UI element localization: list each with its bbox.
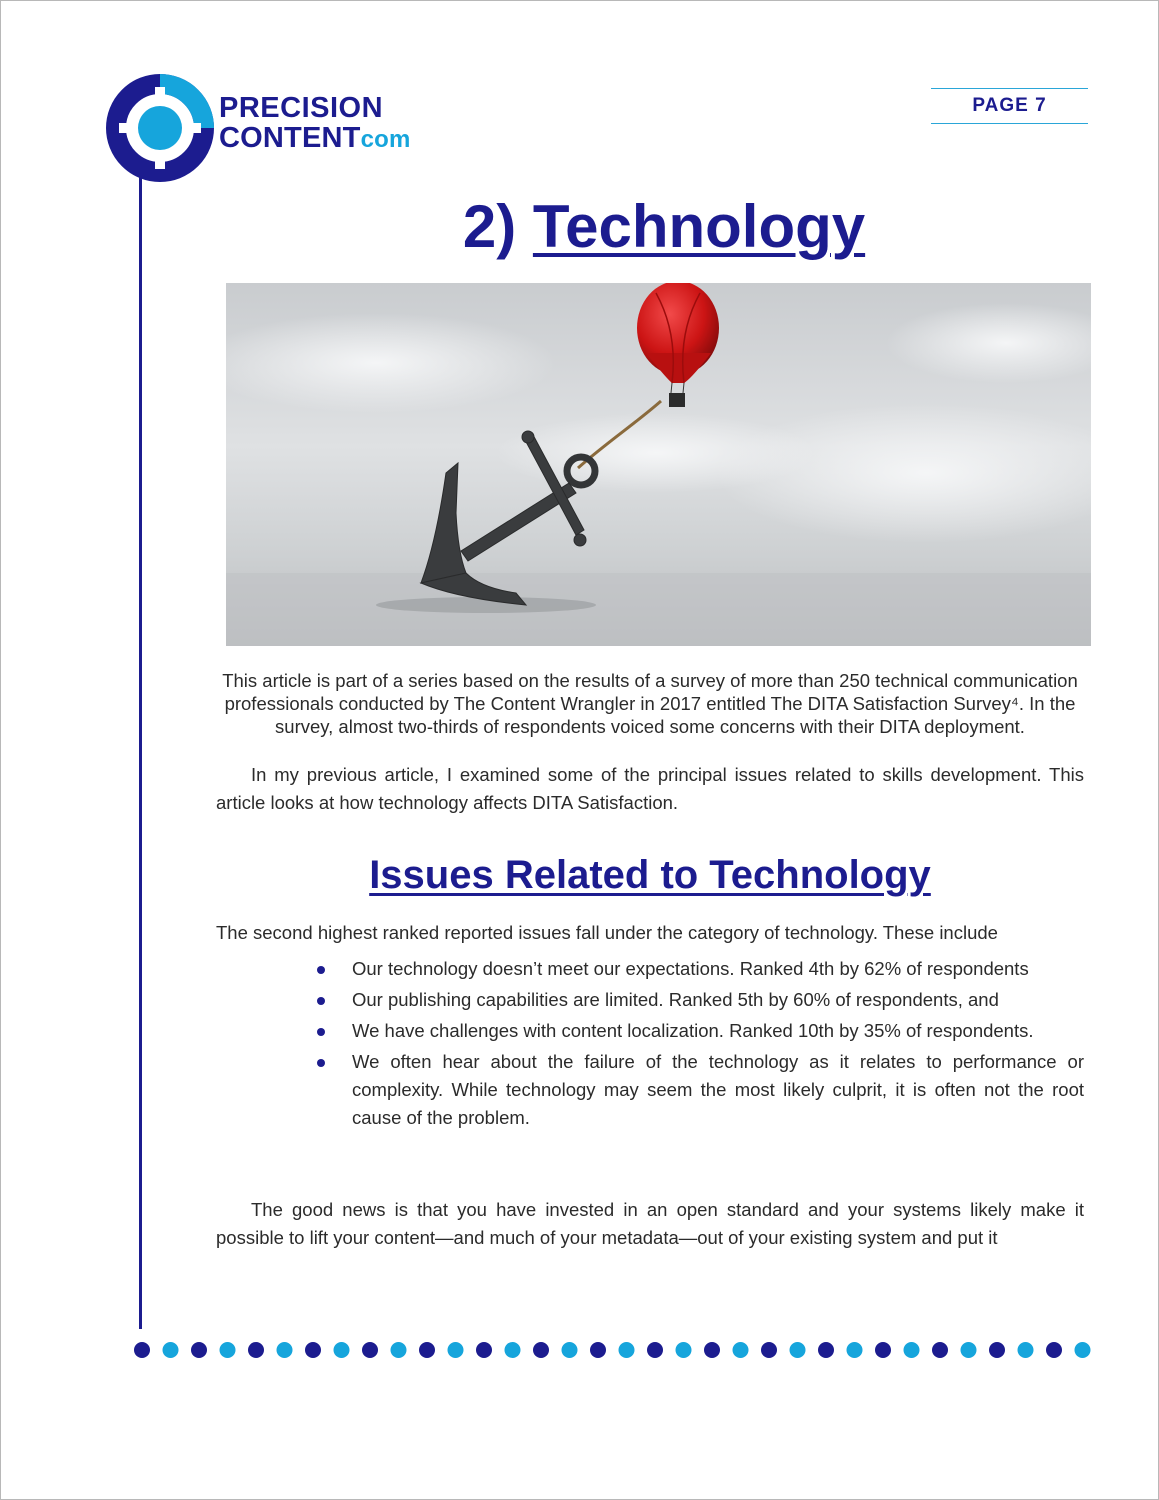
list-item bbox=[317, 955, 1084, 983]
logo-content-word: CONTENT bbox=[219, 122, 361, 154]
page-number: PAGE 7 bbox=[972, 95, 1047, 116]
bullet-dot-icon bbox=[317, 997, 325, 1005]
footer-dot bbox=[904, 1342, 920, 1358]
bullet-dot-icon bbox=[317, 966, 325, 974]
intro-paragraph: This article is part of a series based on the results of a survey of more than 250 technical communication professionals conducted by The Content Wrangler in 2017 entitled The DITA Satisfaction Survey⁴. In the survey, almost two-thirds of respondents voiced some concerns with their DITA deployment. bbox=[222, 670, 1078, 737]
footer-dot bbox=[419, 1342, 435, 1358]
footer-dot bbox=[989, 1342, 1005, 1358]
title-number: 2) bbox=[462, 193, 533, 260]
footer-dot bbox=[875, 1342, 891, 1358]
logo-com-suffix: com bbox=[360, 126, 411, 153]
footer-dot bbox=[562, 1342, 578, 1358]
list-item-text: Our publishing capabilities are limited. Ranked 5th by 60% of respondents, and bbox=[352, 989, 999, 1010]
footer-dot bbox=[1075, 1342, 1091, 1358]
anchor-balloon-photo bbox=[226, 283, 1091, 646]
footer-dot bbox=[305, 1342, 321, 1358]
footer-dot bbox=[362, 1342, 378, 1358]
closing-paragraph: The good news is that you have invested in an open standard and your systems likely make it possible to lift your content—and much of your metadata—out of your existing system and put it bbox=[216, 1199, 1084, 1248]
list-item bbox=[317, 1048, 1084, 1132]
footer-dot bbox=[533, 1342, 549, 1358]
footer-dot bbox=[248, 1342, 264, 1358]
page-title bbox=[201, 191, 1127, 263]
footer-dot bbox=[704, 1342, 720, 1358]
previous-article-paragraph: In my previous article, I examined some of the principal issues related to skills development. This article looks at how technology affects DITA Satisfaction. bbox=[216, 764, 1084, 813]
footer-dot bbox=[818, 1342, 834, 1358]
footer-dot bbox=[590, 1342, 606, 1358]
footer-dot bbox=[476, 1342, 492, 1358]
logo-wordmark bbox=[219, 93, 411, 155]
footer-dot bbox=[1018, 1342, 1034, 1358]
footer-dot bbox=[334, 1342, 350, 1358]
footer-dot bbox=[191, 1342, 207, 1358]
dotted-footer-rule bbox=[132, 1340, 1092, 1360]
footer-dot bbox=[676, 1342, 692, 1358]
footer-dot bbox=[505, 1342, 521, 1358]
footer-dot bbox=[163, 1342, 179, 1358]
footer-dot bbox=[277, 1342, 293, 1358]
list-item-text: Our technology doesn’t meet our expectations. Ranked 4th by 62% of respondents bbox=[352, 958, 1029, 979]
footer-dot bbox=[1046, 1342, 1062, 1358]
footer-dot bbox=[847, 1342, 863, 1358]
logo-line-2 bbox=[219, 123, 411, 155]
section-heading: Issues Related to Technology bbox=[369, 853, 931, 897]
footer-dot bbox=[790, 1342, 806, 1358]
list-item-text: We often hear about the failure of the technology as it relates to performance or complexity. While technology may seem the most likely culprit, it is often not the root cause of the problem. bbox=[352, 1051, 1084, 1128]
bullet-dot-icon bbox=[317, 1059, 325, 1067]
issues-list bbox=[317, 955, 1084, 1135]
footer-dot bbox=[619, 1342, 635, 1358]
footer-dot bbox=[961, 1342, 977, 1358]
list-item bbox=[317, 1017, 1084, 1045]
footer-dot bbox=[733, 1342, 749, 1358]
list-item bbox=[317, 986, 1084, 1014]
list-item-text: We have challenges with content localization. Ranked 10th by 35% of respondents. bbox=[352, 1020, 1034, 1041]
footer-dot bbox=[647, 1342, 663, 1358]
footer-dot bbox=[134, 1342, 150, 1358]
vertical-rule bbox=[139, 171, 142, 1329]
page-number-box bbox=[931, 88, 1088, 124]
footer-dot bbox=[761, 1342, 777, 1358]
precision-content-logo-icon bbox=[105, 73, 215, 183]
section-lead-paragraph: The second highest ranked reported issues fall under the category of technology. These include bbox=[216, 922, 998, 943]
footer-dot bbox=[220, 1342, 236, 1358]
logo-line-1: PRECISION bbox=[219, 92, 384, 124]
footer-dot bbox=[932, 1342, 948, 1358]
title-word: Technology bbox=[532, 193, 866, 260]
footer-dot bbox=[448, 1342, 464, 1358]
bullet-dot-icon bbox=[317, 1028, 325, 1036]
footer-dot bbox=[391, 1342, 407, 1358]
